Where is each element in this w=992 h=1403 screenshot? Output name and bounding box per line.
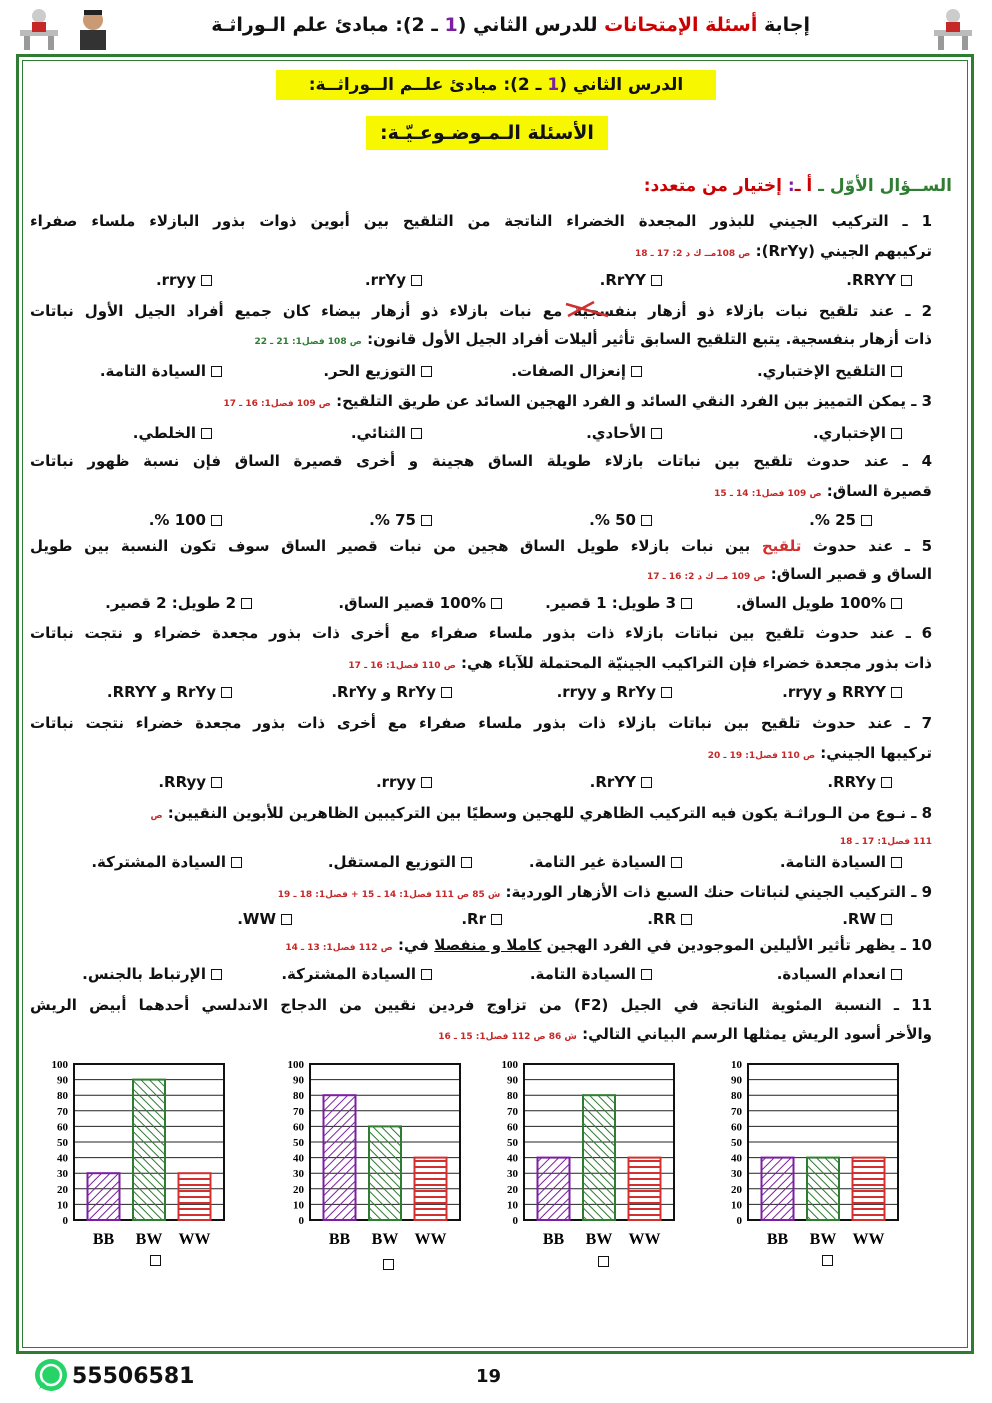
question-4-line-1: 4 ـ عند حدوث تلقيح بين نباتات بازلاء طويلة الساق هجينة و أخرى قصيرة الساق فإن نسبة ظهور نباتات [30,452,932,470]
option[interactable]: السيادة المشتركة. [91,853,242,871]
bar-BW [807,1158,839,1220]
question-8-line-1: 8 ـ نـوع من الـوراثـة يكون فيه التركيب الظاهري للهجين وسطيًا بين التركيبين الظاهرين للأبوين النقيين: ص [150,804,932,822]
bar-chart-2 [276,1056,472,1256]
y-tick-label: 40 [57,1152,68,1165]
y-tick-label: 0 [298,1215,304,1227]
y-tick-label: 90 [57,1074,68,1087]
option[interactable]: RRYY. [846,271,912,289]
x-tick-label: WW [628,1231,661,1248]
y-tick-label: 30 [731,1168,742,1181]
question-9-line-1: 9 ـ التركيب الجيني لنباتات حنك السبع ذات الأزهار الوردية: ش 85 ص 111 فصل1: 14 ـ 15 + فصل1: 18 ـ 19 [277,883,932,901]
x-tick-label: BW [809,1231,837,1248]
y-tick-label: 30 [293,1168,304,1181]
option[interactable]: RW. [842,910,892,928]
objective-questions-title: الأسئلة الـمـوضـوعـيّـة: [366,116,608,150]
lesson-title: الدرس الثاني (1 ـ 2): مبادئ علــم الــوراثــة: [276,70,716,100]
question-1-line-2: تركيبهم الجيني (RrYy): ص 108مــ ك د 2: 17 ـ 18 [634,242,932,260]
bar-WW [179,1173,211,1220]
page-number: 19 [476,1366,502,1387]
whatsapp-icon [34,1358,68,1392]
y-tick-label: 0 [512,1215,518,1227]
y-tick-label: 30 [507,1168,518,1181]
y-tick-label: 10 [731,1199,742,1212]
x-tick-label: WW [852,1231,885,1248]
y-tick-label: 70 [57,1105,68,1118]
y-tick-label: 80 [57,1090,68,1103]
y-tick-label: 20 [507,1183,518,1196]
strike-mark [564,300,610,320]
option[interactable]: RRyy. [158,773,222,791]
y-tick-label: 40 [293,1152,304,1165]
bar-WW [853,1158,885,1220]
option[interactable]: WW. [237,910,292,928]
question-3-line-1: 3 ـ يمكن التمييز بين الفرد النقي السائد و الفرد الهجين السائد عن طريق التلقيح: ص 109 فصل1: 16 ـ 17 [223,392,932,410]
x-tick-label: BW [585,1231,613,1248]
option[interactable]: RRYY و rryy. [782,683,902,701]
option[interactable]: RrYy و rryy. [557,683,672,701]
option[interactable]: RrYy و RRYY. [107,683,232,701]
y-tick-label: 10 [731,1059,742,1071]
section-heading: الســؤال الأوّل ـ أ ـ: إختيار من متعدد: [643,176,952,196]
option[interactable]: 100% طويل الساق. [736,594,902,612]
x-tick-label: WW [178,1231,211,1248]
page-header-title: إجابة أسئلة الإمتحانات للدرس الثاني (1 ـ 2): مبادئ علم الـوراثـة [211,14,810,36]
y-tick-label: 10 [507,1199,518,1212]
option[interactable]: الإختباري. [813,424,902,442]
question-10-line-1: 10 ـ يظهر تأثير الأليلين الموجودين في الفرد الهجين كاملا و منفصلا في: ص 112 فصل1: 13 ـ 14 [285,936,932,954]
option[interactable]: RrYY. [590,773,652,791]
y-tick-label: 80 [731,1090,742,1103]
bar-BW [369,1126,401,1220]
desk-figure-icon [14,4,64,52]
y-tick-label: 90 [731,1074,742,1087]
y-tick-label: 100 [287,1059,304,1071]
y-tick-label: 40 [507,1152,518,1165]
bar-BW [133,1080,165,1220]
y-tick-label: 50 [293,1137,304,1149]
answer-checkbox[interactable] [598,1256,609,1267]
y-tick-label: 10 [293,1199,304,1212]
bar-BB [324,1095,356,1220]
option[interactable]: 3 طويل: 1 قصير. [545,594,692,612]
y-tick-label: 70 [731,1105,742,1118]
y-tick-label: 70 [507,1105,518,1118]
x-tick-label: BB [542,1231,565,1248]
option[interactable]: 50 %. [589,511,652,529]
option[interactable]: RR. [647,910,692,928]
y-tick-label: 80 [293,1090,304,1103]
option[interactable]: الأحادي. [586,424,662,442]
question-6-line-1: 6 ـ عند حدوث تلقيح بين نباتات بازلاء ذات بذور ملساء صفراء مع أخرى ذات بذور مجعدة خضراء و نتجت نباتات [30,624,932,642]
option[interactable]: rryy. [376,773,432,791]
y-tick-label: 50 [507,1137,518,1149]
y-tick-label: 100 [51,1059,68,1071]
y-tick-label: 20 [731,1183,742,1196]
y-tick-label: 90 [293,1074,304,1087]
question-5-line-1: 5 ـ عند حدوث تلقيح بين نبات بازلاء طويل الساق هجين من نبات قصير الساق سوف تكون النسبة بين طويل [30,537,933,555]
y-tick-label: 20 [293,1183,304,1196]
option[interactable]: rryy. [156,271,212,289]
bar-BB [762,1158,794,1220]
question-4-line-2: قصيرة الساق: ص 109 فصل1: 14 ـ 15 [714,482,932,500]
answer-checkbox[interactable] [822,1255,833,1266]
thinking-man-icon [68,4,118,52]
y-tick-label: 60 [57,1121,68,1134]
option[interactable]: التوزيع الحر. [323,362,432,380]
y-tick-label: 0 [736,1215,742,1227]
footer-phone: 55506581 [72,1364,195,1389]
question-5-line-2: الساق و قصير الساق: ص 109 مــ ك د 2: 16 ـ 17 [646,565,932,583]
option[interactable]: RrYY. [600,271,662,289]
option[interactable]: السيادة غير التامة. [529,853,682,871]
question-11-line-2: والأخر أسود الريش يمثلها الرسم البياني التالي: ش 86 ص 112 فصل1: 15 ـ 16 [438,1025,932,1043]
option[interactable]: rrYy. [365,271,422,289]
question-7-line-2: تركيبها الجيني: ص 110 فصل1: 19 ـ 20 [707,744,932,762]
answer-checkbox[interactable] [383,1259,394,1270]
y-tick-label: 20 [57,1183,68,1196]
option[interactable]: 2 طويل: 2 قصير. [105,594,252,612]
bar-BW [583,1095,615,1220]
option[interactable]: التوزيع المستقل. [328,853,472,871]
desk-figure-icon [928,4,978,52]
option[interactable]: السيادة التامة. [780,853,902,871]
y-tick-label: 60 [293,1121,304,1134]
bar-WW [415,1158,447,1220]
option[interactable]: السيادة التامة. [530,965,652,983]
bar-WW [629,1158,661,1220]
question-8-line-2: 111 فصل1: 17 ـ 18 [839,837,932,847]
question-6-line-2: ذات بذور مجعدة خضراء فإن التراكيب الجينيّة المحتملة للآباء هي: ص 110 فصل1: 16 ـ 17 [348,654,932,672]
bar-chart-1 [40,1056,236,1256]
option[interactable]: 100% قصير الساق. [338,594,502,612]
option[interactable]: إنعزال الصفات. [511,362,642,380]
bar-chart-3 [490,1056,686,1256]
y-tick-label: 100 [501,1059,518,1071]
x-tick-label: BW [135,1231,163,1248]
option[interactable]: 25 %. [809,511,872,529]
answer-checkbox[interactable] [150,1255,161,1266]
x-tick-label: BW [371,1231,399,1248]
x-tick-label: BB [92,1231,115,1248]
option[interactable]: RRYy. [827,773,892,791]
bar-BB [88,1173,120,1220]
y-tick-label: 0 [62,1215,68,1227]
y-tick-label: 10 [57,1199,68,1212]
y-tick-label: 70 [293,1105,304,1118]
option[interactable]: Rr. [461,910,502,928]
y-tick-label: 60 [507,1121,518,1134]
y-tick-label: 50 [731,1137,742,1149]
y-tick-label: 40 [731,1152,742,1165]
question-7-line-1: 7 ـ عند حدوث تلقيح بين نباتات بازلاء ذات بذور ملساء صفراء مع أخرى ذات بذور مجعدة خضراء نتجت نباتات [30,714,932,732]
option[interactable]: السيادة المشتركة. [281,965,432,983]
y-tick-label: 60 [731,1121,742,1134]
y-tick-label: 90 [507,1074,518,1087]
option[interactable]: 100 %. [149,511,222,529]
option[interactable]: الإرتباط بالجنس. [82,965,222,983]
x-tick-label: BB [328,1231,351,1248]
option[interactable]: انعدام السيادة. [777,965,902,983]
option[interactable]: RrYy و RrYy. [331,683,452,701]
bar-chart-4 [714,1056,910,1256]
y-tick-label: 30 [57,1168,68,1181]
question-2-line-2: ذات أزهار بنفسجية. يتبع التلقيح السابق تأثير أليلات أفراد الجيل الأول قانون: ص 108 فصل1: 21 ـ 22 [254,330,932,348]
x-tick-label: BB [766,1231,789,1248]
option[interactable]: التلقيح الإختباري. [757,362,902,380]
question-11-line-1: 11 ـ النسبة المئوية الناتجة في الجيل (F2) من تزاوج فردين نقيين من الدجاج الاندلسي أحدهما أبيض الريش [30,996,933,1014]
question-1-line-1: 1 ـ التركيب الجيني للبذور المجعدة الخضراء الناتجة من التلقيح بين أبوين ذوات بذور البازلاء ملساء صفراء [30,212,932,230]
option[interactable]: الخلطي. [133,424,212,442]
option[interactable]: الثنائي. [351,424,422,442]
y-tick-label: 80 [507,1090,518,1103]
question-2-line-1: 2 ـ عند تلقيح نبات بازلاء ذو أزهار بنفسجية مع نبات بازلاء ذو أزهار بيضاء كان جميع أفراد الجيل الأول نباتات [30,302,932,320]
bar-BB [538,1158,570,1220]
y-tick-label: 50 [57,1137,68,1149]
option[interactable]: 75 %. [369,511,432,529]
option[interactable]: السيادة التامة. [100,362,222,380]
x-tick-label: WW [414,1231,447,1248]
